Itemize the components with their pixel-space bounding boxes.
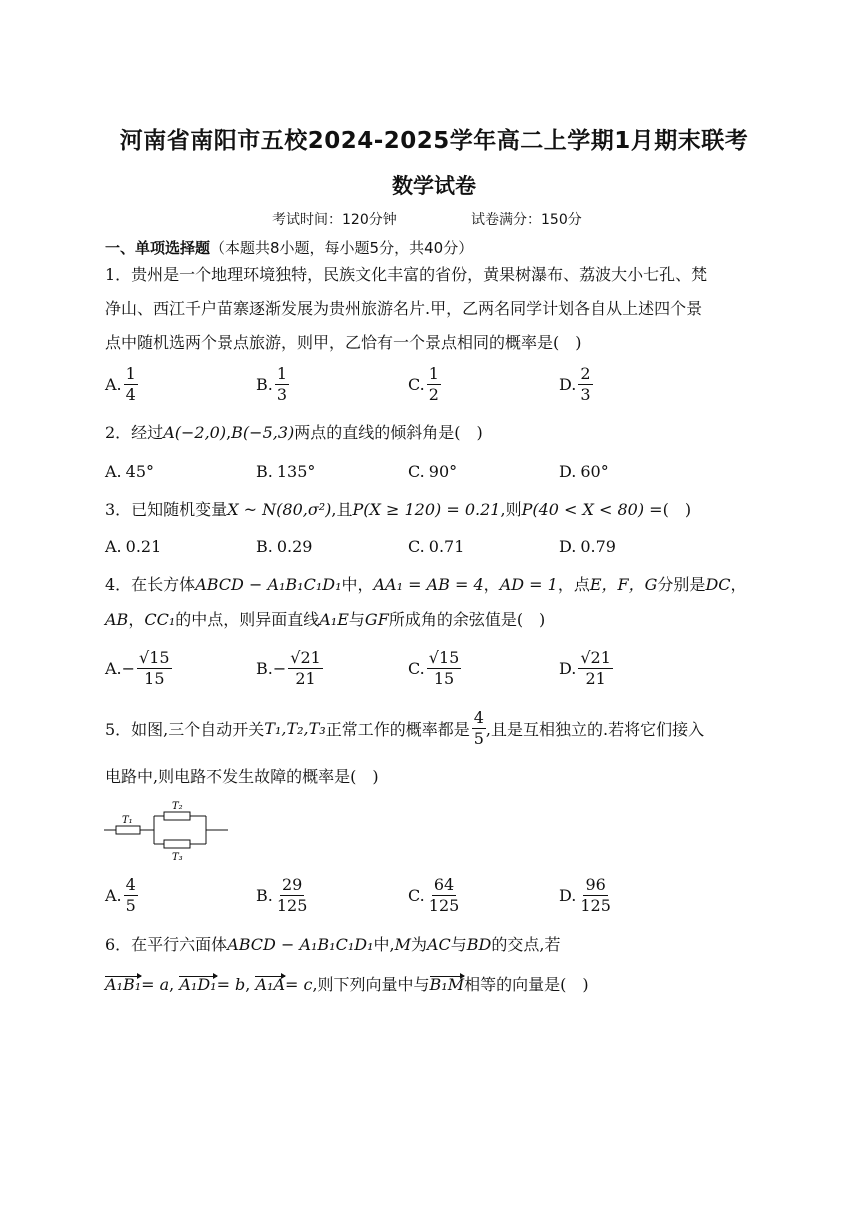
section-note: （本题共8小题，每小题5分，共40分） — [210, 239, 474, 257]
q1-option-d — [559, 364, 593, 405]
option-label: C. — [408, 375, 425, 394]
q3-option-b: B. 0.29 — [256, 537, 313, 556]
q5-option-b: B. $\frac{29}{125}$ — [256, 875, 308, 915]
q5-option-d: D. $\frac{96}{125}$ — [559, 875, 611, 915]
point-a: A(−2,0) — [163, 423, 227, 442]
q5-option-a: A. $\frac{4}{5}$ — [105, 875, 136, 915]
circuit-diagram — [104, 796, 234, 868]
asked-probability: P(40 < X < 80) = — [521, 500, 663, 519]
q1-option-a — [105, 364, 138, 405]
q2-stem: 2．经过A(−2,0),B(−5,3)两点的直线的倾斜角是( ) — [105, 423, 483, 442]
given-probability: P(X ≥ 120) = 0.21 — [352, 500, 501, 519]
q1-line-1: 1．贵州是一个地理环境独特，民族文化丰富的省份，黄果树瀑布、荔波大小七孔、梵 — [105, 265, 708, 284]
switch-t3 — [164, 840, 190, 848]
q2-option-b: B. 135° — [256, 462, 316, 481]
option-label: B. — [256, 375, 273, 394]
q4-option-b: B. − $\frac{√21}{21}$ — [256, 648, 321, 688]
q5-line-1: 5．如图,三个自动开关 T₁,T₂,T₃ 正常工作的概率都是 $\frac{4}{5}$ ,且是互相独立的.若将它们接入 — [105, 708, 705, 748]
q1-option-b — [256, 364, 289, 405]
q5-option-c: C. $\frac{64}{125}$ — [408, 875, 460, 915]
q2-option-d: D. 60° — [559, 462, 609, 481]
q4-line-1: 4．在长方体ABCD − A₁B₁C₁D₁中，AA₁ = AB = 4，AD = 1，点E，F，G分别是DC， — [105, 575, 747, 594]
switch-t2-label: T₂ — [172, 801, 183, 812]
option-label: A. — [105, 375, 122, 394]
q4-option-d: D. $\frac{√21}{21}$ — [559, 648, 611, 688]
q4-option-c: C. $\frac{√15}{15}$ — [408, 648, 460, 688]
q6-line-1: 6．在平行六面体ABCD − A₁B₁C₁D₁中,M为AC与BD的交点,若 — [105, 935, 561, 954]
exam-score: 试卷满分：150分 — [471, 212, 582, 228]
section-name: 一、单项选择题 — [105, 239, 211, 257]
q3-option-a: A. 0.21 — [105, 537, 162, 556]
normal-distribution: X ~ N(80,σ²) — [227, 500, 332, 519]
fraction: $\frac{1}{2}$ — [428, 364, 439, 404]
vector-a1b1: A₁B₁ — [105, 975, 142, 994]
q5-line-2: 电路中,则电路不发生故障的概率是( ) — [105, 767, 379, 786]
q3-option-d: D. 0.79 — [559, 537, 616, 556]
q2-option-c: C. 90° — [408, 462, 458, 481]
q3-stem: 3．已知随机变量X ~ N(80,σ²),且P(X ≥ 120) = 0.21,则P(40 < X < 80) =( ) — [105, 500, 692, 519]
exam-time: 考试时间：120分钟 — [272, 212, 397, 228]
fraction: $\frac{2}{3}$ — [580, 364, 591, 404]
exam-subtitle: 数学试卷 — [392, 174, 476, 198]
q4-option-a: A. − $\frac{√15}{15}$ — [105, 648, 170, 688]
q2-option-a: A. 45° — [105, 462, 154, 481]
q3-option-c: C. 0.71 — [408, 537, 465, 556]
q1-option-c — [408, 364, 441, 405]
exam-title: 河南省南阳市五校2024-2025学年高二上学期1月期末联考 — [119, 128, 749, 154]
switch-t1 — [116, 826, 140, 834]
option-label: D. — [559, 375, 577, 394]
vector-a1d1: A₁D₁ — [179, 975, 217, 994]
fraction: $\frac{1}{4}$ — [125, 364, 136, 404]
q4-line-2: AB，CC₁的中点，则异面直线A₁E与GF所成角的余弦值是( ) — [105, 610, 546, 629]
q1-line-3: 点中随机选两个景点旅游，则甲，乙恰有一个景点相同的概率是( ) — [105, 333, 582, 352]
fraction: $\frac{1}{3}$ — [276, 364, 288, 404]
section-heading — [105, 237, 473, 258]
switch-t3-label: T₃ — [172, 852, 183, 863]
vector-b1m: B₁M — [429, 975, 465, 994]
q6-line-2: A₁B₁= a, A₁D₁= b, A₁A= c,则下列向量中与B₁M相等的向量是( ) — [105, 975, 589, 994]
point-b: B(−5,3) — [231, 423, 295, 442]
switch-t2 — [164, 812, 190, 820]
q1-line-2: 净山、西江千户苗寨逐渐发展为贵州旅游名片.甲，乙两名同学计划各自从上述四个景 — [105, 299, 703, 318]
switch-t1-label: T₁ — [122, 815, 133, 826]
vector-a1a: A₁A — [255, 975, 285, 994]
